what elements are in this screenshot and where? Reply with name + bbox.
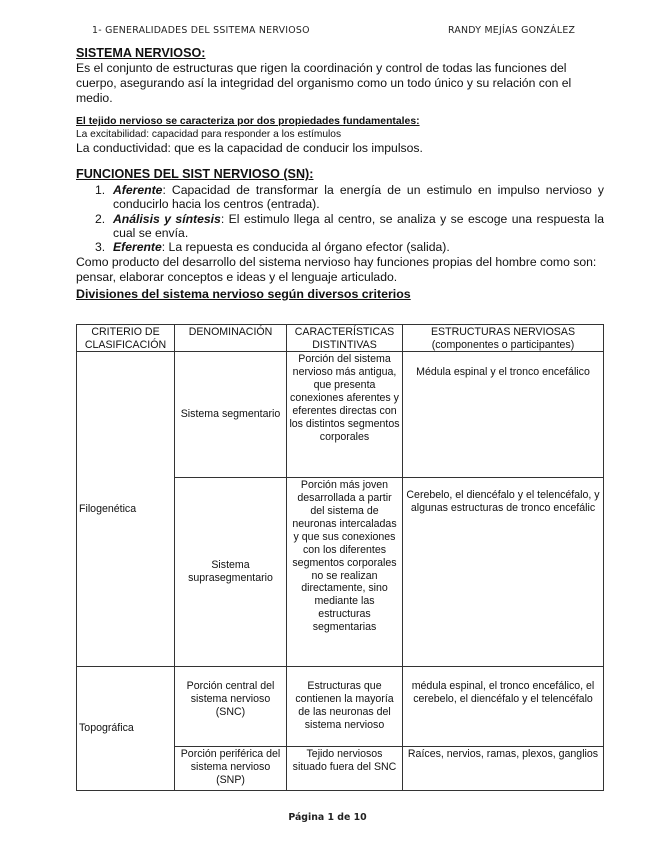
structures-cell: médula espinal, el tronco encefálico, el cerebelo, el diencéfalo y el telencéfalo xyxy=(403,667,604,747)
tissue-heading: El tejido nervioso se caracteriza por dos propiedades fundamentales: xyxy=(76,116,420,128)
header-structures: ESTRUCTURAS NERVIOSAS (componentes o participantes) xyxy=(403,325,604,352)
tissue-conductivity: La conductividad: que es la capacidad de conducir los impulsos. xyxy=(76,141,423,156)
tissue-excitability: La excitabilidad: capacidad para responder a los estímulos xyxy=(76,129,342,141)
header-author: RANDY MEJÍAS GONZÁLEZ xyxy=(448,25,576,36)
denomination-cell: Porción central del sistema nervioso (SNC) xyxy=(175,667,287,747)
intro-heading: SISTEMA NERVIOSO: xyxy=(76,46,206,60)
divisions-heading: Divisiones del sistema nervioso según diversos criterios xyxy=(76,286,411,301)
function-item xyxy=(76,212,604,240)
function-term: Análisis y síntesis xyxy=(113,211,221,226)
function-text: : La repuesta es conducida al órgano efector (salida). xyxy=(161,240,450,254)
function-term: Aferente xyxy=(113,183,163,198)
criterion-filogenetica: Filogenética xyxy=(77,352,175,667)
structures-cell: Raíces, nervios, ramas, plexos, ganglios xyxy=(403,747,604,791)
intro-paragraph: Es el conjunto de estructuras que rigen la coordinación y control de todas las funciones del cuerpo, asegurando así la integridad del organismo como un todo único y su relación con el medio. xyxy=(76,61,572,105)
denomination-cell: Porción periférica del sistema nervioso (SNP) xyxy=(175,747,287,791)
function-text: : Capacidad de transformar la energía de un estimulo en impulso nervioso y conducirlo hacia los centros (entrada). xyxy=(113,183,604,212)
functions-heading: FUNCIONES DEL SIST NERVIOSO (SN): xyxy=(76,167,314,182)
denomination-cell: Sistema segmentario xyxy=(175,352,287,478)
characteristics-cell: Porción más joven desarrollada a partir del sistema de neuronas intercaladas y que sus conexiones con los diferentes segmentos corporales no se realizan directamente, sino mediante las estructuras segmentarias xyxy=(287,478,403,667)
characteristics-cell: Estructuras que contienen la mayoría de las neuronas del sistema nervioso xyxy=(287,667,403,747)
function-text: : El estimulo llega al centro, se analiza y se escoge una respuesta la cual se envía. xyxy=(113,211,604,240)
function-number: 3. xyxy=(95,240,106,254)
table-header-row xyxy=(77,325,604,352)
header-criterion: CRITERIO DE CLASIFICACIÓN xyxy=(77,325,175,352)
functions-list xyxy=(76,183,604,254)
function-item xyxy=(76,183,604,211)
criterion-topografica: Topográfica xyxy=(77,667,175,791)
table-row xyxy=(77,667,604,747)
header-section-title: 1- GENERALIDADES DEL SSITEMA NERVIOSO xyxy=(92,25,310,36)
structures-cell: Cerebelo, el diencéfalo y el telencéfalo, y algunas estructuras de tronco encefálic xyxy=(403,478,604,667)
characteristics-cell: Tejido nerviosos situado fuera del SNC xyxy=(287,747,403,791)
divisions-table xyxy=(76,324,604,791)
document-body xyxy=(76,46,604,302)
table-row xyxy=(77,352,604,478)
page-number: Página 1 de 10 xyxy=(288,812,367,823)
function-number: 2. xyxy=(95,211,106,226)
characteristics-cell: Porción del sistema nervioso más antigua, que presenta conexiones aferentes y eferentes directas con los distintos segmentos corporales xyxy=(287,352,403,478)
functions-product-paragraph: Como producto del desarrollo del sistema nervioso hay funciones propias del hombre como son: pensar, elaborar conceptos e ideas y el lenguaje articulado. xyxy=(76,255,597,284)
header-characteristics: CARACTERÍSTICAS DISTINTIVAS xyxy=(287,325,403,352)
header-denomination: DENOMINACIÓN xyxy=(175,325,287,352)
denomination-cell: Sistema suprasegmentario xyxy=(175,478,287,667)
structures-cell: Médula espinal y el tronco encefálico xyxy=(403,352,604,478)
function-number: 1. xyxy=(95,183,106,198)
function-item xyxy=(76,240,604,254)
function-term: Eferente xyxy=(113,240,162,254)
